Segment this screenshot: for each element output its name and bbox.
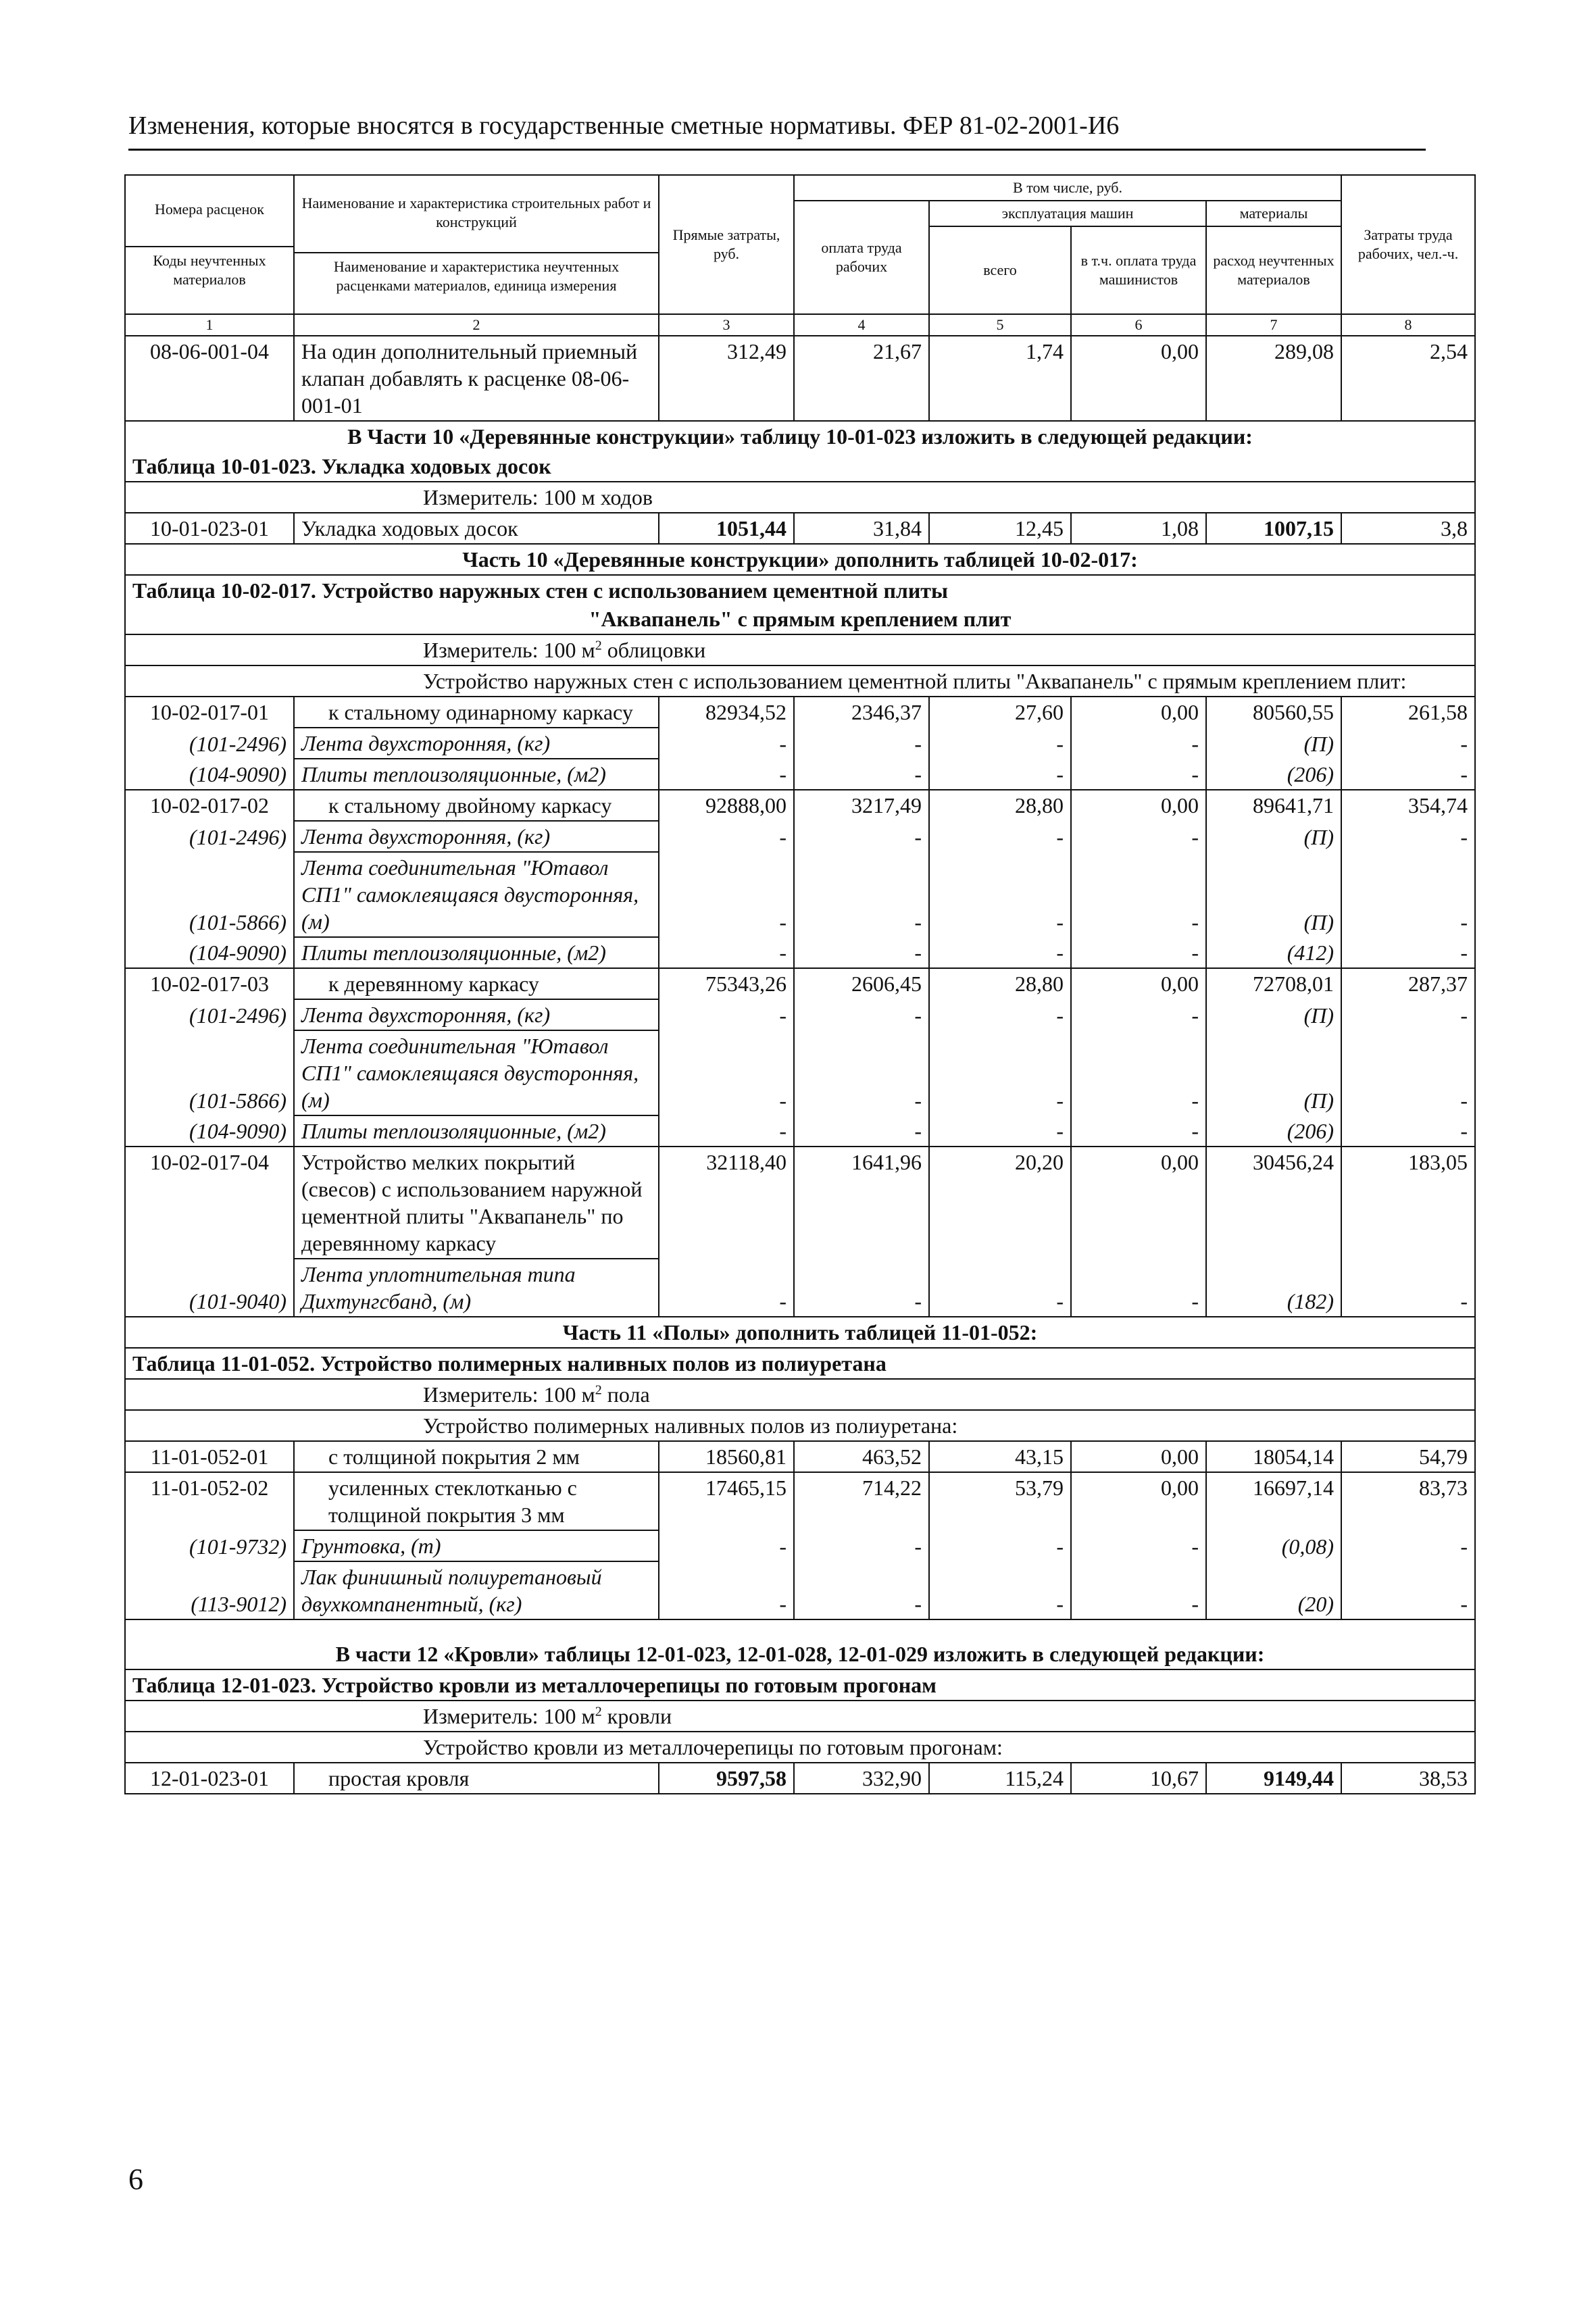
materials-cost: 72708,01 bbox=[1206, 968, 1341, 999]
table-row bbox=[125, 1472, 1475, 1530]
measure-unit: Измеритель: 100 м ходов bbox=[125, 482, 1475, 513]
materials-cost: (П) bbox=[1206, 999, 1341, 1030]
material-row bbox=[125, 1561, 1475, 1619]
material-code: (104-9090) bbox=[125, 937, 294, 968]
labor-hours: 287,37 bbox=[1341, 968, 1475, 999]
col6-header: в т.ч. оплата труда машинистов bbox=[1071, 226, 1206, 314]
direct-cost: 82934,52 bbox=[659, 697, 794, 728]
rate-name: к деревянному каркасу bbox=[294, 968, 659, 999]
rate-code: 08-06-001-04 bbox=[125, 336, 294, 421]
materials-cost: (0,08) bbox=[1206, 1530, 1341, 1561]
machines-header: эксплуатация машин bbox=[929, 201, 1206, 226]
rate-code: 11-01-052-01 bbox=[125, 1441, 294, 1472]
direct-cost: - bbox=[659, 1115, 794, 1147]
rows-11-01-052 bbox=[125, 1441, 1475, 1619]
group-heading: Устройство полимерных наливных полов из полиуретана: bbox=[125, 1410, 1475, 1441]
rate-code: 10-02-017-04 bbox=[125, 1147, 294, 1259]
material-name: Плиты теплоизоляционные, (м2) bbox=[294, 937, 659, 968]
col3-header: Прямые затраты, руб. bbox=[659, 175, 794, 314]
materials-cost: (20) bbox=[1206, 1561, 1341, 1619]
material-code: (104-9090) bbox=[125, 759, 294, 790]
materials-cost: 30456,24 bbox=[1206, 1147, 1341, 1259]
machinists-pay: - bbox=[1071, 937, 1206, 968]
rate-name: к стальному одинарному каркасу bbox=[294, 697, 659, 728]
rate-name: На один дополнительный приемный клапан добавлять к расценке 08-06-001-01 bbox=[294, 336, 659, 421]
labor-pay: - bbox=[794, 759, 929, 790]
labor-hours: - bbox=[1341, 728, 1475, 759]
rate-code: 10-02-017-03 bbox=[125, 968, 294, 999]
machines-total: - bbox=[929, 759, 1071, 790]
material-row bbox=[125, 759, 1475, 790]
materials-header: материалы bbox=[1206, 201, 1341, 226]
machinists-pay: 0,00 bbox=[1071, 1472, 1206, 1530]
direct-cost: - bbox=[659, 1030, 794, 1115]
labor-pay: - bbox=[794, 1030, 929, 1115]
direct-cost: 9597,58 bbox=[659, 1763, 794, 1794]
col-number: 2 bbox=[294, 314, 659, 336]
labor-pay: 1641,96 bbox=[794, 1147, 929, 1259]
material-row bbox=[125, 852, 1475, 937]
machines-total: 43,15 bbox=[929, 1441, 1071, 1472]
rate-code: 11-01-052-02 bbox=[125, 1472, 294, 1530]
col-number: 1 bbox=[125, 314, 294, 336]
machines-total: 20,20 bbox=[929, 1147, 1071, 1259]
labor-hours: 38,53 bbox=[1341, 1763, 1475, 1794]
machinists-pay: - bbox=[1071, 821, 1206, 852]
materials-cost: 89641,71 bbox=[1206, 790, 1341, 821]
labor-pay: 332,90 bbox=[794, 1763, 929, 1794]
machines-total: - bbox=[929, 821, 1071, 852]
machinists-pay: - bbox=[1071, 728, 1206, 759]
table-row bbox=[125, 1441, 1475, 1472]
material-code: (101-5866) bbox=[125, 852, 294, 937]
col-number: 5 bbox=[929, 314, 1071, 336]
machinists-pay: - bbox=[1071, 1530, 1206, 1561]
labor-pay: - bbox=[794, 1561, 929, 1619]
labor-hours: - bbox=[1341, 759, 1475, 790]
material-name: Лента двухсторонняя, (кг) bbox=[294, 728, 659, 759]
machines-total: - bbox=[929, 852, 1071, 937]
direct-cost: - bbox=[659, 1530, 794, 1561]
table-row bbox=[125, 968, 1475, 999]
material-row bbox=[125, 821, 1475, 852]
rate-name: с толщиной покрытия 2 мм bbox=[294, 1441, 659, 1472]
materials-cost: 18054,14 bbox=[1206, 1441, 1341, 1472]
col-number: 8 bbox=[1341, 314, 1475, 336]
machinists-pay: 0,00 bbox=[1071, 1147, 1206, 1259]
document-body bbox=[124, 174, 1474, 1794]
labor-hours: 3,8 bbox=[1341, 513, 1475, 544]
labor-hours: - bbox=[1341, 821, 1475, 852]
labor-pay: 2606,45 bbox=[794, 968, 929, 999]
table-row bbox=[125, 1147, 1475, 1259]
direct-cost: 32118,40 bbox=[659, 1147, 794, 1259]
table-row bbox=[125, 697, 1475, 728]
group-heading: Устройство наружных стен с использованием цементной плиты "Аквапанель" с прямым креплением плит: bbox=[125, 665, 1475, 697]
materials-cost: 1007,15 bbox=[1206, 513, 1341, 544]
labor-hours: 183,05 bbox=[1341, 1147, 1475, 1259]
material-code: (101-2496) bbox=[125, 728, 294, 759]
direct-cost: - bbox=[659, 937, 794, 968]
group-heading: Устройство кровли из металлочерепицы по готовым прогонам: bbox=[125, 1732, 1475, 1763]
table-row bbox=[125, 790, 1475, 821]
labor-hours: - bbox=[1341, 1259, 1475, 1317]
labor-hours: - bbox=[1341, 1561, 1475, 1619]
section-title: В части 12 «Кровли» таблицы 12-01-023, 12-01-028, 12-01-029 изложить в следующей редакции: bbox=[125, 1619, 1475, 1669]
machinists-pay: - bbox=[1071, 1561, 1206, 1619]
labor-pay: - bbox=[794, 821, 929, 852]
table-title: Таблица 10-01-023. Укладка ходовых досок bbox=[125, 451, 1475, 482]
rate-code: 10-02-017-02 bbox=[125, 790, 294, 821]
col-number: 4 bbox=[794, 314, 929, 336]
materials-cost: 9149,44 bbox=[1206, 1763, 1341, 1794]
rate-code: 10-02-017-01 bbox=[125, 697, 294, 728]
machines-total: 1,74 bbox=[929, 336, 1071, 421]
machinists-pay: 0,00 bbox=[1071, 336, 1206, 421]
labor-pay: - bbox=[794, 1530, 929, 1561]
material-row bbox=[125, 728, 1475, 759]
col1-header: Номера расценок Коды неучтенных материалов bbox=[125, 175, 294, 314]
labor-hours: - bbox=[1341, 1530, 1475, 1561]
labor-hours: 2,54 bbox=[1341, 336, 1475, 421]
materials-cost: 80560,55 bbox=[1206, 697, 1341, 728]
estimate-table bbox=[124, 174, 1476, 1794]
machinists-pay: 0,00 bbox=[1071, 790, 1206, 821]
materials-cost: (412) bbox=[1206, 937, 1341, 968]
material-row bbox=[125, 1259, 1475, 1317]
direct-cost: 75343,26 bbox=[659, 968, 794, 999]
material-name: Лента уплотнительная типа Дихтунгсбанд, (м) bbox=[294, 1259, 659, 1317]
col2-header: Наименование и характеристика строительных работ и конструкций Наименование и характеристика неучтенных расценками материалов, единица измерения bbox=[294, 175, 659, 314]
table-row bbox=[125, 513, 1475, 544]
machinists-pay: 10,67 bbox=[1071, 1763, 1206, 1794]
col-number: 3 bbox=[659, 314, 794, 336]
rate-code: 10-01-023-01 bbox=[125, 513, 294, 544]
machines-total: - bbox=[929, 1259, 1071, 1317]
material-name: Плиты теплоизоляционные, (м2) bbox=[294, 759, 659, 790]
labor-hours: 54,79 bbox=[1341, 1441, 1475, 1472]
material-code: (101-9732) bbox=[125, 1530, 294, 1561]
material-name: Лента двухсторонняя, (кг) bbox=[294, 999, 659, 1030]
labor-hours: - bbox=[1341, 1115, 1475, 1147]
materials-cost: 289,08 bbox=[1206, 336, 1341, 421]
direct-cost: 1051,44 bbox=[659, 513, 794, 544]
machines-total: 28,80 bbox=[929, 968, 1071, 999]
material-row bbox=[125, 937, 1475, 968]
col-number: 6 bbox=[1071, 314, 1206, 336]
rate-name: простая кровля bbox=[294, 1763, 659, 1794]
machines-total: - bbox=[929, 999, 1071, 1030]
materials-cost: (П) bbox=[1206, 821, 1341, 852]
material-row bbox=[125, 1530, 1475, 1561]
machinists-pay: - bbox=[1071, 1030, 1206, 1115]
labor-pay: - bbox=[794, 1259, 929, 1317]
materials-cost: (206) bbox=[1206, 759, 1341, 790]
machinists-pay: 0,00 bbox=[1071, 968, 1206, 999]
rows-10-02-017 bbox=[125, 697, 1475, 1317]
table-row bbox=[125, 1763, 1475, 1794]
page-header: Изменения, которые вносятся в государственные сметные нормативы. ФЕР 81-02-2001-И6 bbox=[128, 108, 1426, 151]
rate-name: Укладка ходовых досок bbox=[294, 513, 659, 544]
machines-total: 12,45 bbox=[929, 513, 1071, 544]
material-name: Лента соединительная "Ютавол СП1" самоклеящаяся двусторонняя, (м) bbox=[294, 852, 659, 937]
materials-cost: (182) bbox=[1206, 1259, 1341, 1317]
materials-cost: (П) bbox=[1206, 728, 1341, 759]
col5-header: всего bbox=[929, 226, 1071, 314]
direct-cost: - bbox=[659, 728, 794, 759]
materials-cost: (П) bbox=[1206, 1030, 1341, 1115]
labor-hours: 261,58 bbox=[1341, 697, 1475, 728]
labor-pay: 31,84 bbox=[794, 513, 929, 544]
incl-header: В том числе, руб. bbox=[794, 175, 1341, 201]
measure-unit: Измеритель: 100 $м^2$ кровли bbox=[125, 1701, 1475, 1732]
labor-pay: 21,67 bbox=[794, 336, 929, 421]
labor-pay: - bbox=[794, 1115, 929, 1147]
table-title: Таблица 12-01-023. Устройство кровли из металлочерепицы по готовым прогонам bbox=[125, 1669, 1475, 1701]
direct-cost: - bbox=[659, 759, 794, 790]
material-row bbox=[125, 1030, 1475, 1115]
machines-total: - bbox=[929, 1561, 1071, 1619]
machinists-pay: - bbox=[1071, 999, 1206, 1030]
material-code: (101-2496) bbox=[125, 821, 294, 852]
machinists-pay: 0,00 bbox=[1071, 697, 1206, 728]
machines-total: - bbox=[929, 1030, 1071, 1115]
labor-hours: - bbox=[1341, 1030, 1475, 1115]
material-code: (113-9012) bbox=[125, 1561, 294, 1619]
col-number: 7 bbox=[1206, 314, 1341, 336]
labor-pay: 2346,37 bbox=[794, 697, 929, 728]
machinists-pay: - bbox=[1071, 759, 1206, 790]
direct-cost: 18560,81 bbox=[659, 1441, 794, 1472]
rate-code: 12-01-023-01 bbox=[125, 1763, 294, 1794]
material-name: Лента соединительная "Ютавол СП1" самоклеящаяся двусторонняя, (м) bbox=[294, 1030, 659, 1115]
materials-cost: 16697,14 bbox=[1206, 1472, 1341, 1530]
material-code: (101-2496) bbox=[125, 999, 294, 1030]
materials-cost: (П) bbox=[1206, 852, 1341, 937]
machinists-pay: 1,08 bbox=[1071, 513, 1206, 544]
labor-pay: 463,52 bbox=[794, 1441, 929, 1472]
labor-hours: - bbox=[1341, 852, 1475, 937]
machines-total: 115,24 bbox=[929, 1763, 1071, 1794]
material-name: Грунтовка, (т) bbox=[294, 1530, 659, 1561]
machines-total: 53,79 bbox=[929, 1472, 1071, 1530]
direct-cost: - bbox=[659, 999, 794, 1030]
section-title: Часть 11 «Полы» дополнить таблицей 11-01-052: bbox=[125, 1317, 1475, 1348]
material-code: (101-9040) bbox=[125, 1259, 294, 1317]
machines-total: 27,60 bbox=[929, 697, 1071, 728]
labor-pay: - bbox=[794, 728, 929, 759]
material-code: (101-5866) bbox=[125, 1030, 294, 1115]
material-name: Лак финишный полиуретановый двухкомпанентный, (кг) bbox=[294, 1561, 659, 1619]
material-row bbox=[125, 1115, 1475, 1147]
labor-hours: - bbox=[1341, 999, 1475, 1030]
labor-pay: - bbox=[794, 999, 929, 1030]
machinists-pay: - bbox=[1071, 1115, 1206, 1147]
labor-hours: 83,73 bbox=[1341, 1472, 1475, 1530]
table-row bbox=[125, 336, 1475, 421]
materials-cost: (206) bbox=[1206, 1115, 1341, 1147]
direct-cost: - bbox=[659, 1259, 794, 1317]
labor-pay: 3217,49 bbox=[794, 790, 929, 821]
machines-total: - bbox=[929, 937, 1071, 968]
measure-unit: Измеритель: 100 $м^2$ пола bbox=[125, 1379, 1475, 1410]
col7-header: расход неучтенных материалов bbox=[1206, 226, 1341, 314]
machines-total: - bbox=[929, 1530, 1071, 1561]
machinists-pay: - bbox=[1071, 1259, 1206, 1317]
machinists-pay: - bbox=[1071, 852, 1206, 937]
table-title: Таблица 10-02-017. Устройство наружных стен с использованием цементной плиты bbox=[125, 575, 1475, 604]
material-code: (104-9090) bbox=[125, 1115, 294, 1147]
labor-pay: - bbox=[794, 937, 929, 968]
rate-name: Устройство мелких покрытий (свесов) с использованием наружной цементной плиты "Аквапанель" по деревянному каркасу bbox=[294, 1147, 659, 1259]
rate-name: к стальному двойному каркасу bbox=[294, 790, 659, 821]
page-number: 6 bbox=[128, 2163, 143, 2196]
material-name: Плиты теплоизоляционные, (м2) bbox=[294, 1115, 659, 1147]
col4-header: оплата труда рабочих bbox=[794, 201, 929, 314]
direct-cost: - bbox=[659, 852, 794, 937]
direct-cost: - bbox=[659, 1561, 794, 1619]
direct-cost: 312,49 bbox=[659, 336, 794, 421]
labor-pay: - bbox=[794, 852, 929, 937]
table-title: Таблица 11-01-052. Устройство полимерных наливных полов из полиуретана bbox=[125, 1348, 1475, 1379]
material-name: Лента двухсторонняя, (кг) bbox=[294, 821, 659, 852]
measure-unit: Измеритель: 100 $м^2$ облицовки bbox=[125, 634, 1475, 665]
labor-hours: - bbox=[1341, 937, 1475, 968]
direct-cost: - bbox=[659, 821, 794, 852]
labor-hours: 354,74 bbox=[1341, 790, 1475, 821]
col8-header: Затраты труда рабочих, чел.-ч. bbox=[1341, 175, 1475, 314]
machines-total: - bbox=[929, 1115, 1071, 1147]
material-row bbox=[125, 999, 1475, 1030]
direct-cost: 17465,15 bbox=[659, 1472, 794, 1530]
section-title: В Части 10 «Деревянные конструкции» таблицу 10-01-023 изложить в следующей редакции: bbox=[125, 421, 1475, 451]
direct-cost: 92888,00 bbox=[659, 790, 794, 821]
rate-name: усиленных стеклотканью с толщиной покрытия 3 мм bbox=[294, 1472, 659, 1530]
machines-total: 28,80 bbox=[929, 790, 1071, 821]
machinists-pay: 0,00 bbox=[1071, 1441, 1206, 1472]
machines-total: - bbox=[929, 728, 1071, 759]
section-title: Часть 10 «Деревянные конструкции» дополнить таблицей 10-02-017: bbox=[125, 544, 1475, 575]
labor-pay: 714,22 bbox=[794, 1472, 929, 1530]
table-title-continued: "Аквапанель" с прямым креплением плит bbox=[125, 604, 1475, 634]
